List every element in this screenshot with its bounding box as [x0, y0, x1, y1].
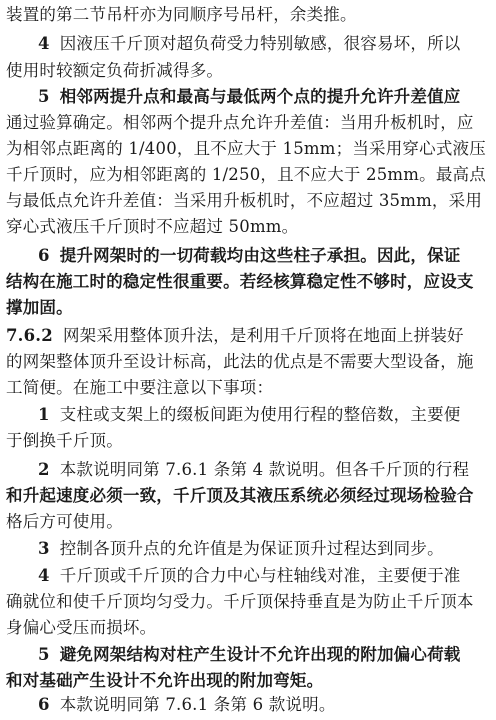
item-number: 6: [38, 695, 50, 714]
section-number: 7.6.2: [6, 325, 53, 345]
line-text: 因液压千斤顶对超负荷受力特别敏感，很容易坏，所以: [59, 33, 461, 53]
text-line: [6, 212, 496, 242]
line-text: 确就位和使千斤顶均匀受力。千斤顶保持垂直是为防止千斤顶本: [6, 591, 474, 611]
line-text: 支柱或支架上的缀板间距为使用行程的整倍数，主要便: [59, 404, 461, 424]
item-number: 5: [38, 86, 50, 106]
text-line: [38, 29, 496, 59]
line-text: 于倒换千斤顶。: [6, 430, 123, 450]
line-text: 本款说明同第 7.6.1 条第 4 款说明。但各千斤顶的行程: [59, 459, 470, 479]
line-text: 身偏心受压而损坏。: [6, 617, 157, 637]
line-text: 的网架整体顶升至设计标高，此法的优点是不需要大型设备，施: [6, 351, 474, 371]
text-line: [6, 373, 496, 403]
item-number: 3: [38, 538, 50, 558]
item-number: 6: [38, 245, 50, 265]
text-line: [6, 507, 496, 537]
text-line: [38, 534, 496, 564]
line-text: 穿心式液压千斤顶时不应超过 50mm。: [6, 217, 299, 236]
text-line: [6, 293, 496, 323]
line-text: 和对基础产生设计不允许出现的附加弯矩。: [6, 670, 324, 690]
line-text: 为相邻点距离的 1/400，且不应大于 15mm；当采用穿心式液压: [6, 138, 486, 158]
text-line: [6, 0, 496, 30]
item-number: 2: [38, 459, 50, 479]
line-text: 提升网架时的一切荷载均由这些柱子承担。因此，保证: [59, 245, 461, 265]
item-number: 1: [38, 404, 50, 424]
line-text: 相邻两提升点和最高与最低两个点的提升允许升差值应: [59, 86, 461, 106]
line-text: 撑加固。: [6, 297, 73, 317]
line-text: 和升起速度必须一致，千斤顶及其液压系统必须经过现场检验合: [6, 485, 474, 505]
line-text: 结构在施工时的稳定性很重要。若经核算稳定性不够时，应设支: [6, 271, 474, 291]
line-text: 网架采用整体顶升法，是利用千斤顶将在地面上拼装好: [62, 325, 464, 345]
line-text: 装置的第二节吊杆亦为同顺序号吊杆，余类推。: [6, 5, 357, 24]
line-text: 千斤顶或千斤顶的合力中心与柱轴线对准，主要便于准: [59, 565, 461, 585]
line-text: 避免网架结构对柱产生设计不允许出现的附加偏心荷载: [59, 644, 461, 664]
line-text: 通过验算确定。相邻两个提升点允许升差值：当用升板机时，应: [6, 112, 474, 132]
line-text: 工简便。在施工中要注意以下事项：: [6, 377, 274, 397]
item-number: 5: [38, 644, 50, 664]
item-number: 4: [38, 33, 50, 53]
line-text: 控制各顶升点的允许值是为保证顶升过程达到同步。: [59, 538, 444, 558]
text-line: [38, 690, 496, 720]
text-line: [6, 613, 496, 643]
line-text: 格后方可使用。: [6, 511, 123, 531]
line-text: 与最低点允许升差值：当采用升板机时，不应超过 35mm，采用: [6, 190, 483, 210]
item-number: 4: [38, 565, 50, 585]
line-text: 使用时较额定负荷折减得多。: [6, 60, 224, 80]
line-text: 本款说明同第 7.6.1 条第 6 款说明。: [59, 695, 336, 714]
text-line: [6, 426, 496, 456]
line-text: 千斤顶时，应为相邻距离的 1/250，且不应大于 25mm。最高点: [6, 164, 486, 184]
